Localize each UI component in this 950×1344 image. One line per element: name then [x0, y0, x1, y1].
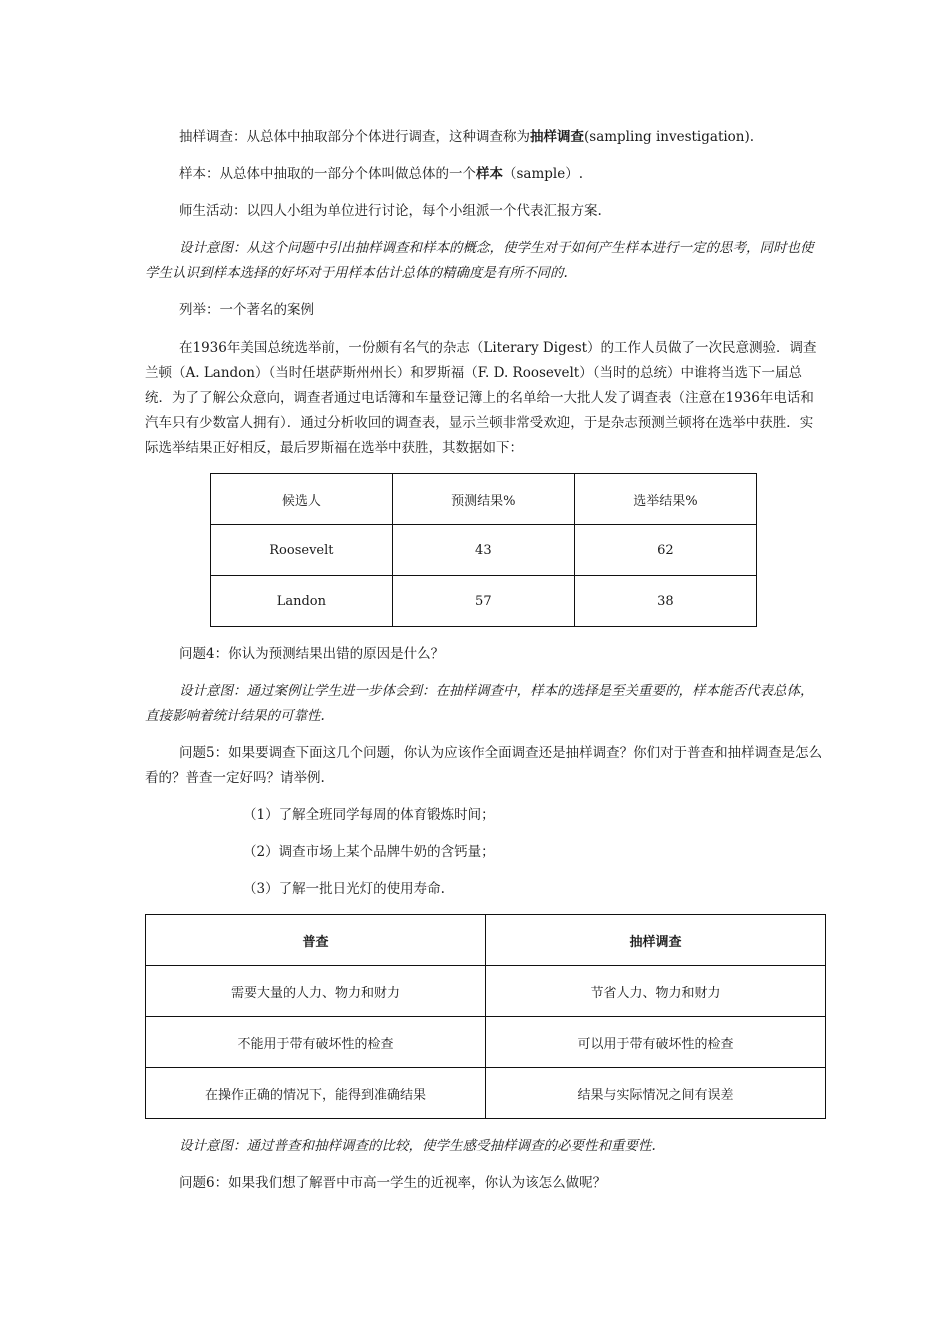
table-cell: 38 — [574, 576, 756, 627]
header-sampling: 抽样调查 — [486, 915, 826, 966]
header-candidate: 候选人 — [211, 474, 393, 525]
table-cell: Roosevelt — [211, 525, 393, 576]
teacher-student-activity: 师生活动：以四人小组为单位进行讨论，每个小组派一个代表汇报方案. — [179, 203, 602, 219]
table-cell: 结果与实际情况之间有误差 — [486, 1068, 826, 1119]
table-cell: 62 — [574, 525, 756, 576]
table-row — [146, 966, 826, 1017]
table-cell: 不能用于带有破坏性的检查 — [146, 1017, 486, 1068]
question-6: 问题6：如果我们想了解晋中市高一学生的近视率，你认为该怎么做呢？ — [179, 1175, 607, 1191]
design-intent-2: 设计意图：通过案例让学生进一步体会到：在抽样调查中，样本的选择是至关重要的，样本能否代表总体，直接影响着统计结果的可靠性. — [145, 683, 814, 724]
table-row — [146, 1068, 826, 1119]
list-item: （1）了解全班同学每周的体育锻炼时间； — [243, 807, 495, 823]
design-intent-3: 设计意图：通过普查和抽样调查的比较，使学生感受抽样调查的必要性和重要性. — [179, 1138, 656, 1154]
table-cell: 43 — [392, 525, 574, 576]
table-cell: 57 — [392, 576, 574, 627]
question-4: 问题4：你认为预测结果出错的原因是什么？ — [179, 646, 445, 662]
table-cell: 需要大量的人力、物力和财力 — [146, 966, 486, 1017]
table-row — [211, 525, 757, 576]
table-cell: 节省人力、物力和财力 — [486, 966, 826, 1017]
table-cell: 可以用于带有破坏性的检查 — [486, 1017, 826, 1068]
table-header-row — [211, 474, 757, 525]
list-item: （2）调查市场上某个品牌牛奶的含钙量； — [243, 844, 495, 860]
table-row — [211, 576, 757, 627]
election-table — [210, 473, 757, 627]
definition-sampling: 抽样调查：从总体中抽取部分个体进行调查，这种调查称为抽样调查(sampling investigation). — [179, 129, 755, 145]
header-actual: 选举结果% — [574, 474, 756, 525]
case-paragraph: 在1936年美国总统选举前，一份颇有名气的杂志（Literary Digest）的工作人员做了一次民意测验．调查兰顿（A. Landon）（当时任堪萨斯州州长）和罗斯福（F. D. Roosevelt）（当时的总统）中谁将当选下一届总统．为了了解公众意向，调查者通过电话簿和车量登记簿上的名单给一大批人发了调查表（注意在1936年电话和汽车只有少数富人拥有）．通过分析收回的调查表，显示兰顿非常受欢迎，于是杂志预测兰顿将在选举中获胜．实际选举结果正好相反，最后罗斯福在选举中获胜，其数据如下： — [145, 340, 817, 456]
table-cell: Landon — [211, 576, 393, 627]
header-census: 普查 — [146, 915, 486, 966]
term-sample: 样本 — [476, 166, 503, 182]
list-item: （3）了解一批日光灯的使用寿命. — [243, 881, 445, 897]
definition-sample: 样本：从总体中抽取的一部分个体叫做总体的一个样本（sample）. — [179, 166, 584, 182]
table-row — [146, 1017, 826, 1068]
table-cell: 在操作正确的情况下，能得到准确结果 — [146, 1068, 486, 1119]
design-intent-1: 设计意图：从这个问题中引出抽样调查和样本的概念，使学生对于如何产生样本进行一定的思考，同时也使学生认识到样本选择的好坏对于用样本估计总体的精确度是有所不同的. — [145, 240, 814, 281]
example-heading: 列举：一个著名的案例 — [179, 302, 314, 318]
table-header-row — [146, 915, 826, 966]
term-sampling: 抽样调查 — [530, 129, 584, 145]
header-predicted: 预测结果% — [392, 474, 574, 525]
question-5: 问题5：如果要调查下面这几个问题，你认为应该作全面调查还是抽样调查？你们对于普查和抽样调查是怎么看的？普查一定好吗？请举例. — [145, 745, 823, 786]
comparison-table — [145, 914, 826, 1119]
